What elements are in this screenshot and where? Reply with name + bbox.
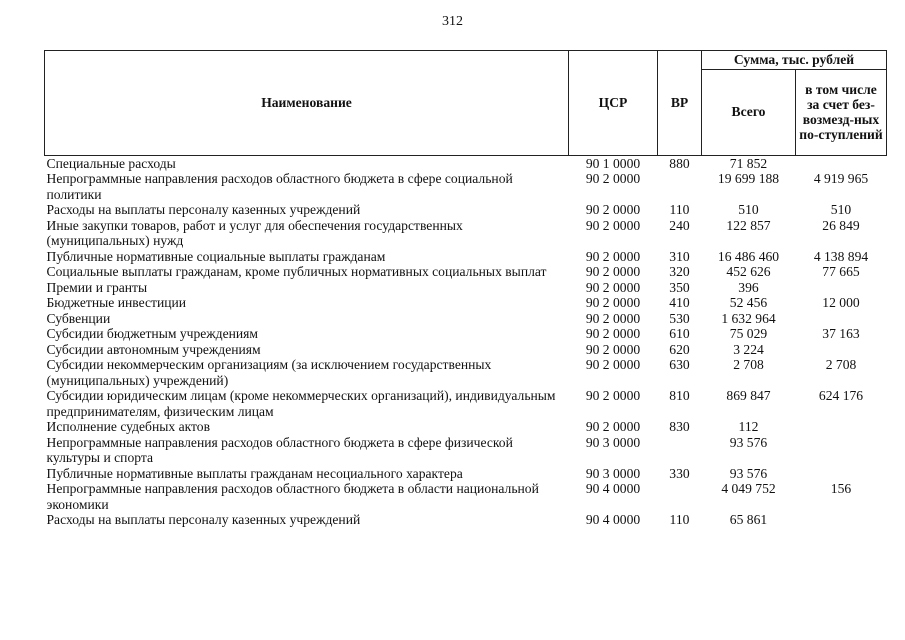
header-csr: ЦСР (569, 51, 658, 156)
cell-free: 37 163 (822, 326, 860, 341)
cell-name: Расходы на выплаты персоналу казенных учреждений (46, 512, 361, 527)
table-row (45, 295, 887, 311)
cell-name: Субсидии бюджетным учреждениям (46, 326, 259, 341)
cell-name: Расходы на выплаты персоналу казенных учреждений (46, 202, 361, 217)
cell-csr: 90 4 0000 (585, 512, 641, 527)
budget-table (44, 50, 887, 528)
cell-vr (658, 435, 702, 466)
table-row (45, 264, 887, 280)
cell-csr: 90 2 0000 (585, 171, 641, 186)
cell-csr: 90 1 0000 (585, 155, 641, 171)
cell-vr: 350 (669, 279, 690, 295)
header-total: Всего (702, 69, 796, 155)
cell-name: Непрограммные направления расходов областного бюджета в сфере социальной политики (46, 171, 513, 202)
cell-vr: 310 (669, 248, 690, 264)
cell-total: 4 049 752 (721, 481, 776, 496)
header-incl: в том числе за счет без-возмезд-ных по-ступлений (796, 69, 887, 155)
cell-name: Субвенции (46, 310, 111, 326)
header-vr: ВР (658, 51, 702, 156)
cell-csr: 90 2 0000 (585, 357, 641, 372)
cell-vr: 810 (669, 388, 690, 403)
cell-free (796, 280, 887, 296)
cell-total: 71 852 (729, 155, 768, 171)
cell-vr: 830 (669, 419, 690, 434)
cell-vr: 620 (669, 341, 690, 357)
cell-free: 4 919 965 (813, 171, 869, 186)
cell-total: 452 626 (726, 264, 771, 279)
cell-free (796, 155, 887, 171)
cell-free (796, 512, 887, 528)
page-number: 312 (442, 14, 463, 29)
cell-vr: 410 (669, 295, 690, 310)
header-sum-group: Сумма, тыс. рублей (702, 51, 887, 70)
cell-csr: 90 2 0000 (585, 341, 641, 357)
table-row (45, 171, 887, 202)
cell-name: Исполнение судебных актов (46, 419, 211, 434)
cell-csr: 90 2 0000 (585, 388, 641, 403)
cell-name: Премии и гранты (46, 279, 148, 295)
cell-free (796, 419, 887, 435)
cell-name: Субсидии автономным учреждениям (46, 341, 261, 357)
table-row (45, 466, 887, 482)
cell-total: 122 857 (726, 217, 771, 233)
cell-vr: 110 (669, 512, 690, 527)
table-row (45, 481, 887, 512)
cell-vr: 530 (669, 310, 690, 326)
cell-csr: 90 3 0000 (585, 434, 641, 450)
table-body (45, 155, 887, 528)
cell-total: 75 029 (729, 326, 768, 341)
table-row (45, 388, 887, 419)
table-row (45, 512, 887, 528)
table-row (45, 280, 887, 296)
cell-free: 510 (830, 202, 852, 217)
cell-total: 2 708 (733, 357, 764, 372)
table-row (45, 311, 887, 327)
cell-total: 19 699 188 (717, 171, 780, 186)
cell-csr: 90 2 0000 (585, 264, 641, 279)
cell-total: 3 224 (733, 341, 764, 357)
table-row (45, 419, 887, 435)
cell-name: Непрограммные направления расходов областного бюджета в области национальной экономики (46, 481, 539, 512)
cell-vr: 630 (669, 357, 690, 372)
cell-csr: 90 2 0000 (585, 248, 641, 264)
cell-vr: 880 (669, 155, 690, 171)
table-row (45, 249, 887, 265)
cell-name: Субсидии некоммерческим организациям (за исключением государственных (муниципальных) учреждений) (46, 357, 492, 388)
cell-name: Публичные нормативные выплаты гражданам несоциального характера (46, 465, 463, 481)
table-row (45, 342, 887, 358)
cell-csr: 90 2 0000 (585, 295, 641, 310)
cell-name: Публичные нормативные социальные выплаты гражданам (46, 248, 386, 264)
cell-vr: 330 (669, 465, 690, 481)
cell-name: Бюджетные инвестиции (46, 295, 187, 310)
header-name: Наименование (45, 51, 569, 156)
cell-name: Непрограммные направления расходов областного бюджета в сфере физической культуры и спорта (46, 434, 513, 465)
cell-total: 510 (738, 202, 759, 217)
table-row (45, 218, 887, 249)
cell-total: 1 632 964 (721, 310, 776, 326)
cell-name: Иные закупки товаров, работ и услуг для обеспечения государственных (муниципальных) нужд (46, 217, 463, 248)
table-row (45, 435, 887, 466)
cell-free (796, 466, 887, 482)
table-row (45, 357, 887, 388)
cell-total: 65 861 (729, 512, 768, 527)
cell-csr: 90 2 0000 (585, 419, 641, 434)
cell-total: 93 576 (729, 465, 768, 481)
cell-total: 396 (738, 279, 759, 295)
cell-csr: 90 2 0000 (585, 326, 641, 341)
cell-vr: 610 (669, 326, 690, 341)
table-row (45, 202, 887, 218)
cell-total: 112 (738, 419, 759, 434)
cell-vr: 240 (669, 217, 690, 233)
cell-csr: 90 2 0000 (585, 279, 641, 295)
cell-vr: 110 (669, 202, 690, 217)
cell-total: 16 486 460 (717, 248, 780, 264)
cell-free: 4 138 894 (813, 248, 869, 264)
table-row (45, 155, 887, 171)
cell-name: Специальные расходы (46, 155, 176, 171)
cell-free: 624 176 (818, 388, 864, 403)
table-row (45, 326, 887, 342)
cell-name: Социальные выплаты гражданам, кроме публичных нормативных социальных выплат (46, 264, 547, 279)
cell-free: 156 (830, 481, 852, 496)
cell-vr (658, 481, 702, 512)
cell-free: 12 000 (822, 295, 860, 310)
cell-free: 2 708 (825, 357, 857, 372)
cell-free (796, 435, 887, 466)
cell-csr: 90 3 0000 (585, 465, 641, 481)
cell-free: 26 849 (822, 217, 860, 233)
cell-total: 869 847 (726, 388, 771, 403)
cell-vr (658, 171, 702, 202)
cell-total: 52 456 (729, 295, 768, 310)
cell-vr: 320 (669, 264, 690, 279)
cell-free (796, 342, 887, 358)
cell-csr: 90 4 0000 (585, 481, 641, 496)
cell-free: 77 665 (822, 264, 860, 279)
cell-name: Субсидии юридическим лицам (кроме некоммерческих организаций), индивидуальным предпринимателям, физическим лицам (46, 388, 556, 419)
cell-total: 93 576 (729, 434, 768, 450)
cell-csr: 90 2 0000 (585, 310, 641, 326)
cell-csr: 90 2 0000 (585, 217, 641, 233)
cell-csr: 90 2 0000 (585, 202, 641, 217)
cell-free (796, 311, 887, 327)
